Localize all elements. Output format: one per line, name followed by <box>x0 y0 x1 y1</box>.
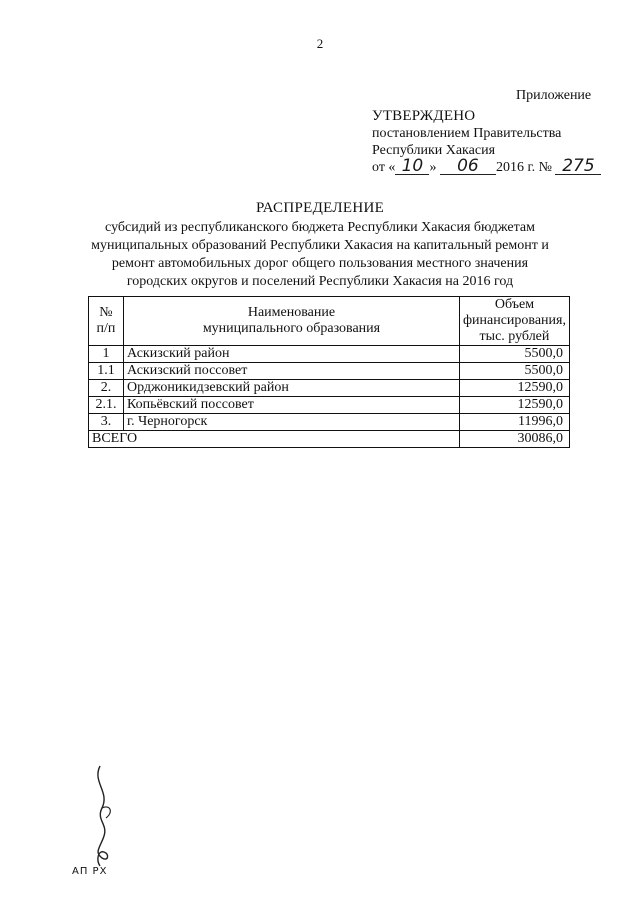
year-suffix: 2016 г. № <box>495 160 552 175</box>
row-num: 3. <box>89 414 124 431</box>
table-total-row <box>89 431 570 448</box>
row-amount: 5500,0 <box>459 346 569 363</box>
footer-stamp: АП РХ <box>72 866 108 877</box>
row-num: 1 <box>89 346 124 363</box>
header-num-line: п/п <box>96 321 116 336</box>
approval-date-line <box>372 156 601 176</box>
header-amount <box>459 297 569 346</box>
row-amount: 5500,0 <box>459 363 569 380</box>
header-name-line: муниципального образования <box>202 321 381 336</box>
approved-word: УТВЕРЖДЕНО <box>372 108 476 124</box>
header-amount-line: финансирования, <box>462 313 566 328</box>
row-name: Орджоникидзевский район <box>123 380 459 397</box>
approval-block <box>372 108 601 176</box>
table-header-row <box>89 297 570 346</box>
row-num: 2.1. <box>89 397 124 414</box>
header-amount-line: тыс. рублей <box>479 329 550 344</box>
total-amount: 30086,0 <box>459 431 569 448</box>
row-amount: 12590,0 <box>459 380 569 397</box>
header-amount-line: Объем <box>494 297 535 312</box>
row-name: Аскизский поссовет <box>123 363 459 380</box>
date-prefix: от « <box>372 160 396 175</box>
approval-by-line: постановлением Правительства <box>372 126 562 141</box>
table-row <box>89 346 570 363</box>
handwritten-month: 06 <box>440 159 496 175</box>
handwritten-number: 275 <box>555 159 601 175</box>
row-name: г. Черногорск <box>123 414 459 431</box>
row-num: 2. <box>89 380 124 397</box>
annex-label: Приложение <box>516 88 592 103</box>
page-number: 2 <box>316 36 324 51</box>
row-name: Копьёвский поссовет <box>123 397 459 414</box>
approval-authority: Республики Хакасия <box>372 143 496 158</box>
table-row <box>89 363 570 380</box>
table-row <box>89 414 570 431</box>
date-mid: » <box>429 160 437 175</box>
header-num <box>89 297 124 346</box>
row-name: Аскизский район <box>123 346 459 363</box>
subsidy-table <box>88 296 570 448</box>
handwritten-day: 10 <box>395 159 429 175</box>
row-amount: 12590,0 <box>459 397 569 414</box>
table-row <box>89 380 570 397</box>
signature-mark <box>80 762 130 872</box>
header-name-line: Наименование <box>247 305 336 320</box>
header-name <box>123 297 459 346</box>
row-num: 1.1 <box>89 363 124 380</box>
row-amount: 11996,0 <box>459 414 569 431</box>
total-label: ВСЕГО <box>89 431 460 448</box>
table-row <box>89 397 570 414</box>
header-num-line: № <box>99 305 113 320</box>
document-title: РАСПРЕДЕЛЕНИЕ <box>255 200 385 216</box>
document-subtitle: субсидий из республиканского бюджета Республики Хакасия бюджетам муниципальных образований Республики Хакасия на капитальный ремонт и ремонт автомобильных дорог общего пользования местного значения городских округов и поселений Республики Хакасия на 2016 год <box>91 220 549 289</box>
